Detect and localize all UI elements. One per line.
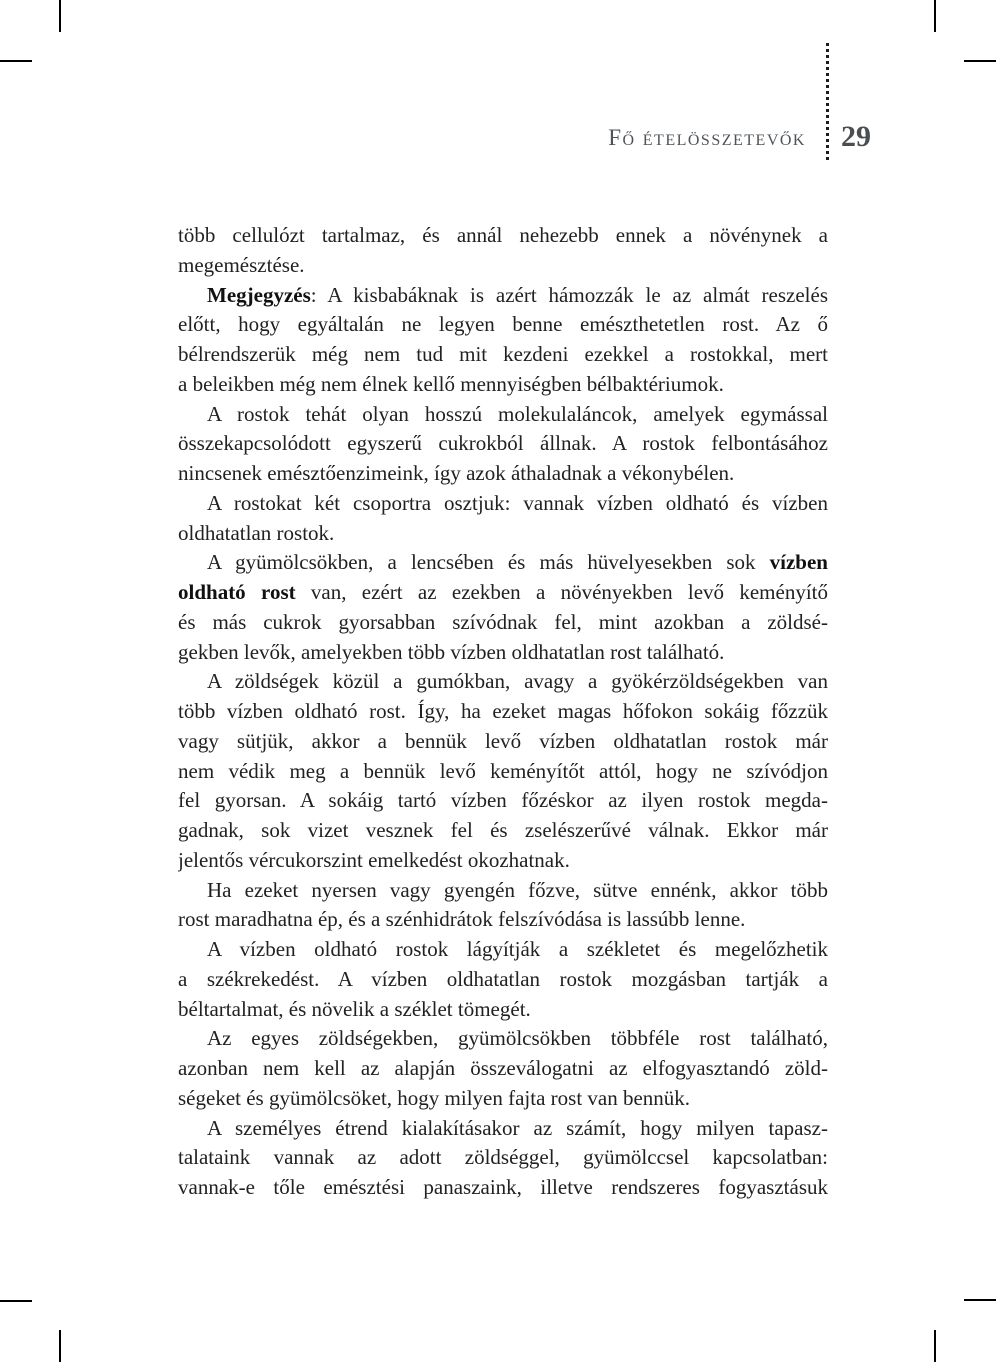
text-line: Megjegyzés: A kisbabáknak is azért hámozzák le az almát reszelés bbox=[207, 282, 828, 307]
text-line: előtt, hogy egyáltalán ne legyen benne emészthetetlen rost. Az ő bbox=[178, 312, 828, 337]
crop-mark-bottom-left-horizontal bbox=[0, 1300, 32, 1302]
text-line: A rostokat két csoportra osztjuk: vannak vízben oldható és vízben bbox=[207, 490, 828, 515]
crop-mark-top-left-vertical bbox=[59, 0, 61, 32]
text-line: azonban nem kell az alapján összeválogatni az elfogyasztandó zöld- bbox=[178, 1056, 828, 1080]
text-line: A zöldségek közül a gumókban, avagy a gyökérzöldségekben van bbox=[207, 669, 828, 694]
dotted-rule bbox=[826, 43, 829, 161]
text-line: a beleikben még nem élnek kellő mennyiségben bélbaktériumok. bbox=[178, 371, 724, 396]
text-line: rost maradhatna ép, és a szénhidrátok felszívódása is lassúbb lenne. bbox=[178, 907, 746, 932]
text-line: bélrendszerük még nem tud mit kezdeni ezekkel a rostokkal, mert bbox=[178, 342, 828, 366]
text-line: nincsenek emésztőenzimeink, így azok áthaladnak a vékonybélen. bbox=[178, 461, 735, 485]
text-line: megemésztése. bbox=[178, 252, 305, 277]
text-line: oldható rost van, ezért az ezekben a növényekben levő keményítő bbox=[178, 580, 828, 604]
text-line: Ha ezeket nyersen vagy gyengén főzve, sütve ennénk, akkor több bbox=[207, 877, 828, 902]
text-line: béltartalmat, és növelik a széklet tömegét. bbox=[178, 996, 531, 1021]
text-line: talataink vannak az adott zöldséggel, gyümölccsel kapcsolatban: bbox=[178, 1145, 828, 1170]
text-line: a székrekedést. A vízben oldhatatlan rostok mozgásban tartják a bbox=[178, 966, 828, 991]
text-line: gekben levők, amelyekben több vízben oldhatatlan rost található. bbox=[178, 639, 725, 664]
text-line: Az egyes zöldségekben, gyümölcsökben többféle rost található, bbox=[207, 1026, 828, 1051]
text-line: oldhatatlan rostok. bbox=[178, 520, 335, 545]
text-line: A személyes étrend kialakításakor az számít, hogy milyen tapasz- bbox=[207, 1115, 828, 1140]
text-line: jelentős vércukorszint emelkedést okozhatnak. bbox=[178, 847, 570, 872]
text-line: gadnak, sok vizet vesznek fel és zselészerűvé válnak. Ekkor már bbox=[178, 818, 828, 842]
text-line: vagy sütjük, akkor a bennük levő vízben oldhatatlan rostok már bbox=[178, 728, 828, 753]
crop-mark-top-right-vertical bbox=[934, 0, 936, 32]
body-text bbox=[178, 221, 828, 1203]
crop-mark-top-left-horizontal bbox=[0, 60, 32, 62]
crop-mark-top-right-horizontal bbox=[964, 60, 996, 62]
text-line: vannak-e tőle emésztési panaszaink, illetve rendszeres fogyasztásuk bbox=[178, 1175, 828, 1199]
text-line: több cellulózt tartalmaz, és annál nehezebb ennek a növénynek a bbox=[178, 223, 828, 247]
text-line: A rostok tehát olyan hosszú molekulaláncok, amelyek egymással bbox=[207, 401, 828, 426]
running-head-title: Fő ételösszetevők bbox=[608, 125, 806, 150]
text-line: összekapcsolódott egyszerű cukrokból állnak. A rostok felbontásához bbox=[178, 431, 828, 456]
text-line: fel gyorsan. A sokáig tartó vízben főzéskor az ilyen rostok megda- bbox=[178, 788, 828, 813]
text-line: A gyümölcsökben, a lencsében és más hüvelyesekben sok vízben bbox=[207, 550, 828, 575]
crop-mark-bottom-right-horizontal bbox=[964, 1299, 996, 1301]
text-line: A vízben oldható rostok lágyítják a székletet és megelőzhetik bbox=[207, 937, 828, 961]
text-line: nem védik meg a bennük levő keményítőt attól, hogy ne szívódjon bbox=[178, 758, 828, 783]
text-line: és más cukrok gyorsabban szívódnak fel, mint azokban a zöldsé- bbox=[178, 609, 828, 634]
text-line: ségeket és gyümölcsöket, hogy milyen fajta rost van bennük. bbox=[178, 1085, 691, 1110]
crop-mark-bottom-right-vertical bbox=[934, 1330, 936, 1362]
page-number: 29 bbox=[841, 120, 871, 153]
crop-mark-bottom-left-vertical bbox=[59, 1330, 61, 1362]
text-line: több vízben oldható rost. Így, ha ezeket magas hőfokon sokáig főzzük bbox=[178, 699, 828, 723]
